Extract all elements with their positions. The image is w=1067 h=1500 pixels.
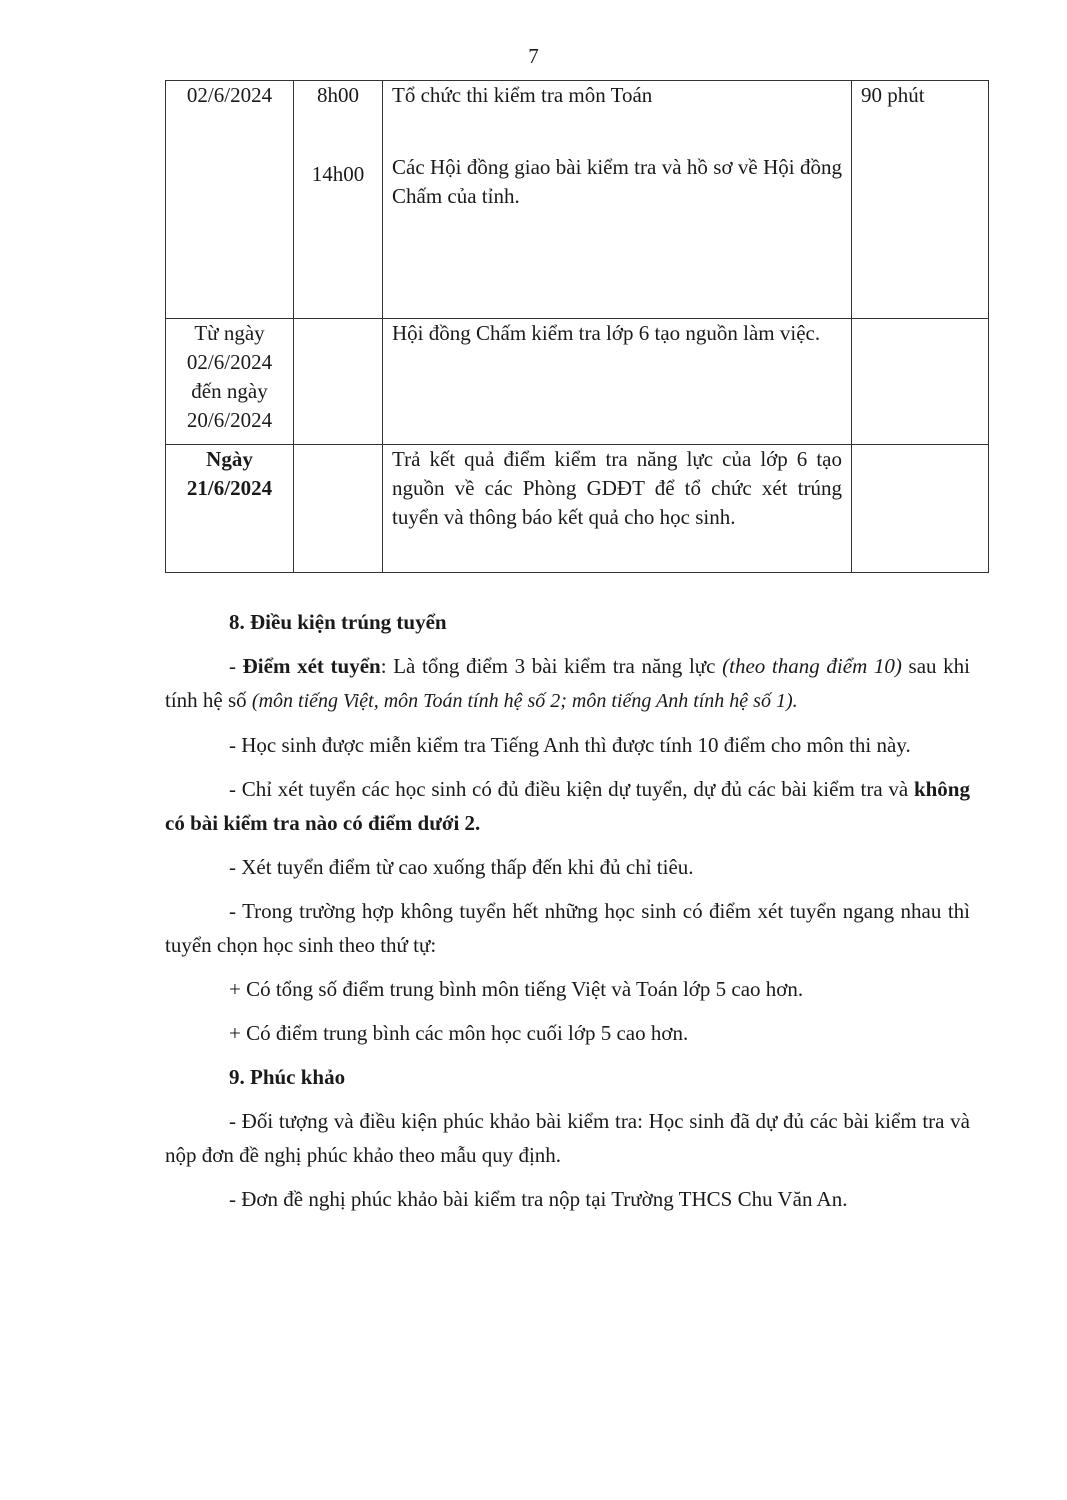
date-line: 21/6/2024 xyxy=(186,476,273,500)
section-9-paragraph: - Đơn đề nghị phúc khảo bài kiểm tra nộp tại Trường THCS Chu Văn An. xyxy=(229,1187,848,1211)
section-8-paragraph: + Có điểm trung bình các môn học cuối lớp 5 cao hơn. xyxy=(229,1021,689,1045)
task-cell xyxy=(383,81,852,319)
bold-span: không có bài kiểm tra nào có điểm dưới 2. xyxy=(165,777,970,835)
date-line: Ngày xyxy=(206,447,253,471)
term-bold: Điểm xét tuyển xyxy=(242,654,381,678)
date-line: 02/6/2024 xyxy=(186,350,273,374)
duration-cell: 90 phút xyxy=(852,81,989,319)
italic-span: (theo thang điểm 10) xyxy=(722,654,902,678)
section-8-paragraph: - Trong trường hợp không tuyển hết những học sinh có điểm xét tuyển ngang nhau thì tuyển chọn học sinh theo thứ tự: xyxy=(165,899,970,957)
task-cell: Hội đồng Chấm kiểm tra lớp 6 tạo nguồn làm việc. xyxy=(383,319,852,445)
section-8-paragraph: - Học sinh được miễn kiểm tra Tiếng Anh thì được tính 10 điểm cho môn thi này. xyxy=(229,733,911,757)
time-cell xyxy=(294,319,383,445)
page-number: 7 xyxy=(528,44,539,68)
table-row xyxy=(166,81,989,319)
text-span: sau khi tính hệ số xyxy=(165,654,970,712)
section-9-heading: 9. Phúc khảo xyxy=(229,1065,346,1089)
section-8-paragraph: - Điểm xét tuyển: Là tổng điểm 3 bài kiểm tra năng lực (theo thang điểm 10) sau khi tính hệ số (môn tiếng Việt, môn Toán tính hệ số 2; môn tiếng Anh tính hệ số 1). xyxy=(165,654,970,712)
time-cell xyxy=(294,445,383,573)
date-line: Từ ngày xyxy=(194,321,265,345)
italic-note: (môn tiếng Việt, môn Toán tính hệ số 2; môn tiếng Anh tính hệ số 1). xyxy=(251,690,798,712)
task-cell: Trả kết quả điểm kiểm tra năng lực của lớp 6 tạo nguồn về các Phòng GDĐT để tổ chức xét trúng tuyển và thông báo kết quả cho học sinh. xyxy=(383,445,852,573)
date-cell xyxy=(166,445,294,573)
date-line: 20/6/2024 xyxy=(186,408,273,432)
date-cell xyxy=(166,319,294,445)
section-8-paragraph: - Xét tuyển điểm từ cao xuống thấp đến khi đủ chỉ tiêu. xyxy=(229,855,694,879)
text-span: - Chỉ xét tuyển các học sinh có đủ điều kiện dự tuyển, dự đủ các bài kiểm tra và xyxy=(229,777,914,801)
time-morning: 8h00 xyxy=(317,83,359,107)
red-stamp-mark xyxy=(1041,660,1063,850)
schedule-table xyxy=(165,80,989,573)
duration-cell xyxy=(852,319,989,445)
duration-cell xyxy=(852,445,989,573)
section-9-paragraph: - Đối tượng và điều kiện phúc khảo bài kiểm tra: Học sinh đã dự đủ các bài kiểm tra và nộp đơn đề nghị phúc khảo theo mẫu quy định. xyxy=(165,1109,970,1167)
section-8-paragraph xyxy=(165,772,970,840)
date-line: đến ngày xyxy=(191,379,268,403)
document-body xyxy=(165,605,970,1226)
time-cell xyxy=(294,81,383,319)
task-math-exam: Tổ chức thi kiểm tra môn Toán xyxy=(392,83,653,107)
text-span: : Là tổng điểm 3 bài kiểm tra năng lực xyxy=(380,654,723,678)
section-8-paragraph: + Có tổng số điểm trung bình môn tiếng Việt và Toán lớp 5 cao hơn. xyxy=(229,977,804,1001)
table-row xyxy=(166,319,989,445)
time-afternoon: 14h00 xyxy=(311,162,365,186)
table-row xyxy=(166,445,989,573)
section-8-heading: 8. Điều kiện trúng tuyển xyxy=(229,610,447,634)
task-submit-papers: Các Hội đồng giao bài kiểm tra và hồ sơ về Hội đồng Chấm của tỉnh. xyxy=(392,155,842,208)
date-cell: 02/6/2024 xyxy=(166,81,294,319)
